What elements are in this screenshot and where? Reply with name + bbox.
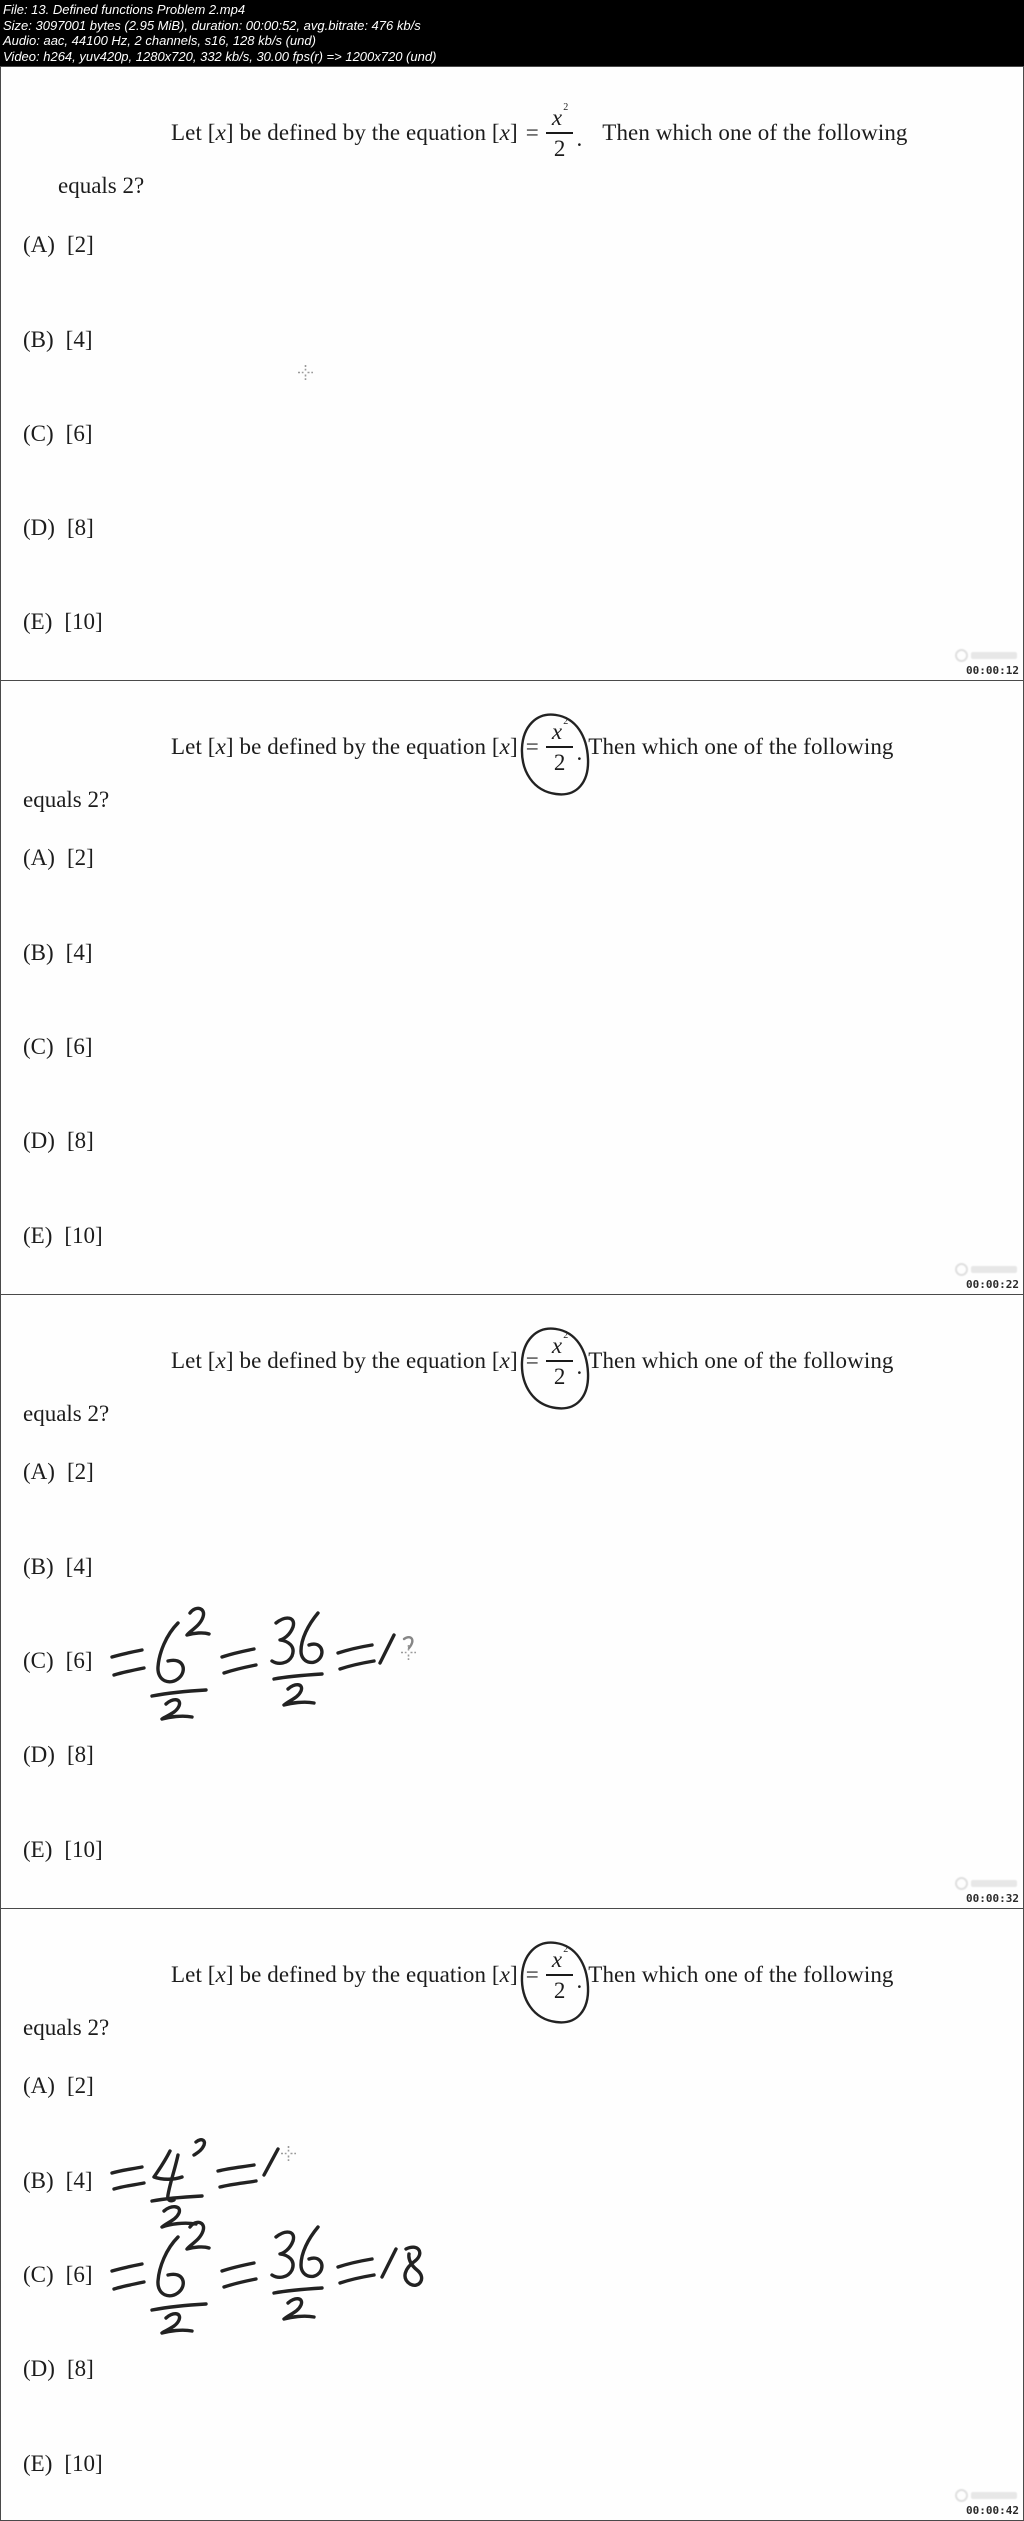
option-d: (D) [8] xyxy=(23,2356,94,2381)
equals-sign: = xyxy=(525,1348,539,1373)
question-line-1 xyxy=(171,711,894,783)
option-e: (E) [10] xyxy=(23,609,103,634)
question-prefix: Let [x] be defined by the equation [x] xyxy=(171,120,518,145)
question-suffix: Then which one of the following xyxy=(588,734,894,759)
period: . xyxy=(576,126,583,151)
frame-timestamp: 00:00:22 xyxy=(966,1278,1019,1291)
crosshair-cursor-icon xyxy=(401,1645,416,1660)
header-video-line: Video: h264, yuv420p, 1280x720, 332 kb/s, 30.00 fps(r) => 1200x720 (und) xyxy=(3,48,437,64)
watermark xyxy=(955,1877,1017,1890)
equation-group xyxy=(524,716,585,775)
option-e: (E) [10] xyxy=(23,2451,103,2476)
crosshair-cursor-icon xyxy=(281,2146,296,2161)
question-line-2: equals 2? xyxy=(58,173,145,198)
video-info-header xyxy=(0,0,1024,66)
option-a: (A) [2] xyxy=(23,845,94,870)
header-audio-line: Audio: aac, 44100 Hz, 2 channels, s16, 128 kb/s (und) xyxy=(3,33,316,48)
header-file-line: File: 13. Defined functions Problem 2.mp4 xyxy=(3,2,246,17)
frame-timestamp: 00:00:32 xyxy=(966,1892,1019,1905)
option-b: (B) [4] xyxy=(23,327,93,352)
period: . xyxy=(576,740,583,765)
handwritten-work-option-b xyxy=(106,2137,306,2237)
handwritten-work-option-c xyxy=(106,1601,426,1721)
video-frame-3 xyxy=(0,1294,1024,1909)
question-line-1 xyxy=(171,1325,894,1397)
handwritten-work-option-c xyxy=(106,2215,436,2335)
question-line-2: equals 2? xyxy=(23,787,110,812)
question-line-2: equals 2? xyxy=(23,1401,110,1426)
option-e: (E) [10] xyxy=(23,1223,103,1248)
watermark-logo-icon xyxy=(955,1877,968,1890)
question-prefix: Let [x] be defined by the equation [x] xyxy=(171,734,518,759)
equation-group xyxy=(524,1330,585,1389)
question-prefix: Let [x] be defined by the equation [x] xyxy=(171,1962,518,1987)
option-b: (B) [4] xyxy=(23,940,93,965)
equals-sign: = xyxy=(525,120,539,145)
option-e: (E) [10] xyxy=(23,1837,103,1862)
watermark xyxy=(955,649,1017,662)
equals-sign: = xyxy=(525,734,539,759)
watermark xyxy=(955,2489,1017,2502)
watermark-logo-icon xyxy=(955,649,968,662)
crosshair-cursor-icon xyxy=(298,365,313,380)
equation-group xyxy=(524,1944,585,2003)
video-frame-1 xyxy=(0,66,1024,681)
question-suffix: Then which one of the following xyxy=(588,1962,894,1987)
period: . xyxy=(576,1354,583,1379)
option-a: (A) [2] xyxy=(23,2073,94,2098)
option-b: (B) [4] xyxy=(23,1554,93,1579)
video-frame-2 xyxy=(0,680,1024,1295)
period: . xyxy=(576,1968,583,1993)
equation-group xyxy=(524,102,585,161)
equals-sign: = xyxy=(525,1962,539,1987)
option-d: (D) [8] xyxy=(23,1742,94,1767)
option-d: (D) [8] xyxy=(23,515,94,540)
question-prefix: Let [x] be defined by the equation [x] xyxy=(171,1348,518,1373)
question-line-2: equals 2? xyxy=(23,2015,110,2040)
watermark-logo-icon xyxy=(955,2489,968,2502)
fraction-x-squared-over-2: $\frac{x^2}{2}$ xyxy=(546,1334,574,1388)
header-size-line: Size: 3097001 bytes (2.95 MiB), duration: 00:00:52, avg.bitrate: 476 kb/s xyxy=(3,17,421,33)
frame-timestamp: 00:00:12 xyxy=(966,664,1019,677)
watermark xyxy=(955,1263,1017,1276)
option-c: (C) [6] xyxy=(23,1034,93,1059)
option-c: (C) [6] xyxy=(23,421,93,446)
option-a: (A) [2] xyxy=(23,232,94,257)
fraction-x-squared-over-2: $\frac{x^2}{2}$ xyxy=(546,720,574,774)
option-b: (B) [4] xyxy=(23,2168,93,2193)
watermark-logo-icon xyxy=(955,1263,968,1276)
frame-timestamp: 00:00:42 xyxy=(966,2504,1019,2517)
option-c: (C) [6] xyxy=(23,1648,93,1673)
question-suffix: Then which one of the following xyxy=(588,1348,894,1373)
option-c: (C) [6] xyxy=(23,2262,93,2287)
question-line-1 xyxy=(171,1939,894,2011)
video-frame-4 xyxy=(0,1908,1024,2521)
fraction-x-squared-over-2: $\frac{x^2}{2}$ xyxy=(546,1948,574,2002)
option-d: (D) [8] xyxy=(23,1128,94,1153)
option-a: (A) [2] xyxy=(23,1459,94,1484)
question-line-1 xyxy=(171,97,908,169)
fraction-x-squared-over-2: $\frac{x^2}{2}$ xyxy=(546,106,574,160)
question-suffix: Then which one of the following xyxy=(602,120,908,145)
